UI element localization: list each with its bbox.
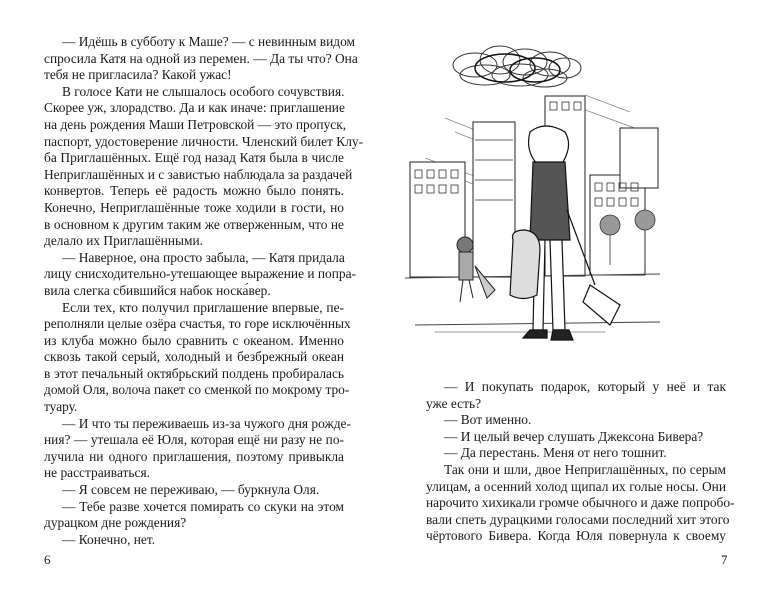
text-line: паспорт, удостоверение личности. Членский билет Клу-: [44, 133, 364, 149]
text-line: не расстраиваться.: [44, 465, 150, 481]
text-line: — Наверное, она просто забыла, — Катя придала: [62, 249, 345, 265]
text-line: — Тебе разве хочется помирать со скуки на этом: [62, 498, 344, 514]
text-line: конвертов. Теперь её радость можно было понять.: [44, 183, 344, 199]
text-line: чёртового Бивера. Когда Юля повернула к своему: [426, 528, 726, 544]
text-line: уже есть?: [426, 395, 482, 411]
text-line: в основном к другим таким же отверженным, что не: [44, 216, 344, 232]
text-line: — Я совсем не переживаю, — буркнула Оля.: [62, 482, 320, 498]
text-line: лучила ни одного приглашения, поэтому привыкла: [44, 448, 344, 464]
text-line: лицу снисходительно-утешающее выражение и попра-: [44, 266, 357, 282]
text-line: — Идёшь в субботу к Маше? — с невинным видом: [62, 34, 355, 49]
right-page-text: [426, 379, 735, 545]
text-line: улицам, а осенний холод щипал их голые носы. Они: [426, 478, 726, 494]
text-line: — И целый вечер слушать Джексона Бивера?: [444, 428, 704, 444]
text-line: реполняли целые озёра счастья, то горе исключённых: [44, 316, 351, 332]
text-line: Скорее уж, злорадство. Да и как иначе: приглашение: [44, 100, 345, 116]
text-line: — Конечно, нет.: [62, 531, 156, 547]
text-line: спросила Катя на одной из перемен. — Да ты что? Она: [44, 50, 358, 66]
illustration: [405, 40, 660, 360]
text-line: — И что ты переживаешь из-за чужого дня рожде-: [62, 415, 351, 431]
text-line: — Да перестань. Меня от него тошнит.: [444, 445, 667, 461]
text-line: Неприглашённых и с завистью наблюдала за раздачей: [44, 166, 353, 182]
text-line: на день рождения Маши Петровской — это пропуск,: [44, 116, 347, 132]
text-line: Если тех, кто получил приглашение впервые, пе-: [62, 299, 344, 315]
left-page-number: 6: [44, 552, 51, 567]
right-page-number: 7: [721, 552, 728, 567]
text-line: делало их Приглашёнными.: [44, 233, 203, 249]
text-line: дурацком дне рождения?: [44, 515, 187, 531]
text-line: — И покупать подарок, который у неё и так: [444, 379, 726, 394]
text-line: вила слегка сбившийся набок носка́вер.: [44, 282, 271, 298]
text-line: нарочито хихикали громче обычного и даже попробо-: [426, 495, 735, 511]
text-line: — Вот именно.: [444, 412, 532, 428]
text-line: тебя не пригласила? Какой ужас!: [44, 67, 232, 83]
text-line: ния? — утешала её Юля, которая ещё ни разу не по-: [44, 432, 344, 448]
text-line: вали спеть дурацкими голосами последний хит этого: [426, 511, 730, 527]
text-line: Так они и шли, двое Неприглашённых, по серым: [444, 461, 726, 477]
text-line: домой Оля, волоча пакет со сменкой по мокрому тро-: [44, 382, 350, 398]
storm-cloud-icon: [453, 46, 581, 87]
text-line: ба Приглашённых. Ещё год назад Катя была в числе: [44, 150, 344, 166]
text-line: туару.: [44, 399, 78, 415]
text-line: в этот печальный октябрьский полдень пробиралась: [44, 365, 344, 381]
text-line: из клуба можно было сравнить с океаном. Именно: [44, 332, 344, 348]
left-page-text: [44, 34, 364, 548]
text-line: сквозь такой серый, холодный и безбрежный океан: [44, 349, 344, 365]
text-line: Конечно, Неприглашённые тоже ходили в гости, но: [44, 199, 344, 215]
text-line: В голосе Кати не слышалось особого сочувствия.: [62, 83, 345, 99]
